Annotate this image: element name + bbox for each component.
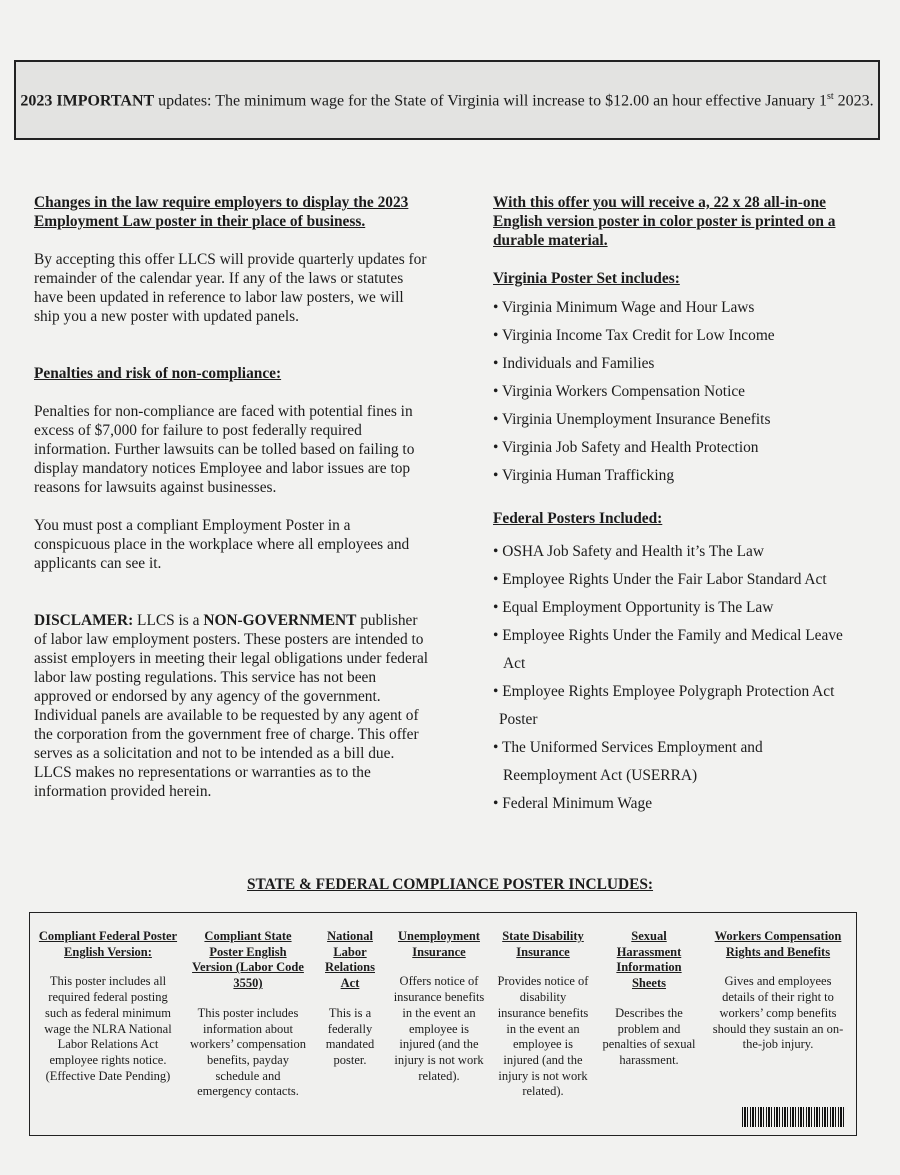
list-item: • Employee Rights Employee Polygraph Protection Act bbox=[493, 683, 835, 700]
banner-end: 2023. bbox=[833, 92, 874, 110]
right-column bbox=[493, 193, 878, 818]
list-item: Poster bbox=[499, 711, 538, 728]
virginia-set-heading: Virginia Poster Set includes: bbox=[493, 270, 680, 287]
banner-text: updates: The minimum wage for the State of Virginia will increase to $12.00 an hour effective January 1 bbox=[154, 92, 827, 110]
banner-sup: st bbox=[826, 91, 834, 102]
penalties-paragraph: Penalties for non-compliance are faced with potential fines in excess of $7,000 for failure to post federally required information. Further lawsuits can be tolled based on failing to display mandatory notices Employee and labor issues are top reasons for lawsuits against businesses. bbox=[34, 403, 415, 496]
box-column-unemployment bbox=[392, 929, 486, 1084]
box-column-body: Provides notice of disability insurance benefits in the event an employee is injured (and the injury is not work related). bbox=[497, 974, 589, 1099]
box-column-body: This is a federally mandated poster. bbox=[325, 1005, 375, 1067]
federal-list bbox=[493, 538, 878, 818]
list-item: • Virginia Minimum Wage and Hour Laws bbox=[493, 299, 755, 316]
list-item: Reemployment Act (USERRA) bbox=[503, 767, 698, 784]
box-column-title: Compliant State Poster English Version (Labor Code 3550) bbox=[192, 929, 304, 991]
quarterly-updates-b: If any of the laws or statutes have been updated in reference to labor law posters, we will ship you a new poster with updated panels. bbox=[34, 270, 404, 325]
disclaimer-label: DISCLAMER: bbox=[34, 612, 134, 629]
box-column-body: Gives and employees details of their right to workers’ comp benefits should they sustain an on-the-job injury. bbox=[712, 974, 844, 1052]
virginia-list bbox=[493, 294, 878, 490]
important-banner bbox=[14, 60, 880, 140]
box-column-title: Compliant Federal Poster English Version: bbox=[38, 929, 178, 959]
box-column-disability bbox=[496, 929, 590, 1100]
disclaimer-bold: NON-GOVERNMENT bbox=[203, 612, 357, 629]
left-heading-penalties: Penalties and risk of non-compliance: bbox=[34, 365, 282, 382]
box-column-workers-comp bbox=[708, 929, 848, 1053]
box-column-title: Unemployment Insurance bbox=[398, 929, 480, 959]
quarterly-updates-a: By accepting this offer LLCS will provide quarterly updates for remainder of the calendar year. bbox=[34, 251, 427, 287]
list-item: Act bbox=[503, 655, 526, 672]
box-column-state bbox=[188, 929, 308, 1100]
offer-heading: With this offer you will receive a, 22 x 28 all-in-one English version poster in color poster is printed on a durable material. bbox=[493, 194, 836, 249]
list-item: • Equal Employment Opportunity is The Law bbox=[493, 599, 774, 616]
box-column-nlra bbox=[318, 929, 382, 1069]
list-item: • Virginia Human Trafficking bbox=[493, 467, 675, 484]
box-column-body: Offers notice of insurance benefits in the event an employee is injured (and the injury is not work related). bbox=[393, 974, 485, 1083]
list-item: • Employee Rights Under the Fair Labor Standard Act bbox=[493, 571, 827, 588]
poster-includes-box bbox=[29, 912, 857, 1136]
box-column-title: Sexual Harassment Information Sheets bbox=[616, 929, 682, 991]
post-poster-paragraph: You must post a compliant Employment Poster in a conspicuous place in the workplace where all employees and applicants can see it. bbox=[34, 517, 410, 572]
box-column-title: National Labor Relations Act bbox=[325, 929, 375, 991]
box-column-federal bbox=[38, 929, 178, 1084]
box-column-harassment bbox=[600, 929, 698, 1069]
list-item: • Employee Rights Under the Family and Medical Leave bbox=[493, 627, 843, 644]
list-item: • Federal Minimum Wage bbox=[493, 795, 653, 812]
box-column-body: This poster includes all required federal posting such as federal minimum wage the NLRA National Labor Relations Act employee rights notice. (Effective Date Pending) bbox=[44, 974, 172, 1083]
federal-heading: Federal Posters Included: bbox=[493, 510, 663, 527]
left-heading-changes: Changes in the law require employers to display the 2023 Employment Law poster in their place of business. bbox=[34, 194, 409, 230]
list-item: • Virginia Job Safety and Health Protection bbox=[493, 439, 759, 456]
list-item: • OSHA Job Safety and Health it’s The Law bbox=[493, 543, 764, 560]
list-item: • Virginia Income Tax Credit for Low Income bbox=[493, 327, 775, 344]
list-item: • Virginia Unemployment Insurance Benefits bbox=[493, 411, 771, 428]
box-column-title: State Disability Insurance bbox=[502, 929, 584, 959]
disclaimer-a: LLCS is a bbox=[133, 612, 204, 629]
disclaimer-paragraph bbox=[34, 611, 429, 801]
quarterly-updates-paragraph bbox=[34, 250, 429, 326]
barcode-icon bbox=[742, 1107, 846, 1127]
box-column-title: Workers Compensation Rights and Benefits bbox=[714, 929, 842, 959]
disclaimer-b: publisher of labor law employment posters. These posters are intended to assist employers in meeting their legal obligations under federal labor law posting regulations. This service has not been approved or endorsed by any agency of the government. Individual panels are available to be requested by any agent of the corporation from the government free of charge. This offer serves as a solicitation and not to be intended as a bill due. LLCS makes no representations or warranties as to the information provided herein. bbox=[34, 612, 429, 800]
list-item: • Virginia Workers Compensation Notice bbox=[493, 383, 746, 400]
list-item: • The Uniformed Services Employment and bbox=[493, 739, 763, 756]
section-title: STATE & FEDERAL COMPLIANCE POSTER INCLUDES: bbox=[246, 876, 654, 893]
box-column-body: Describes the problem and penalties of sexual harassment. bbox=[602, 1005, 696, 1067]
box-column-body: This poster includes information about workers’ compensation benefits, payday schedule and emergency contacts. bbox=[189, 1005, 307, 1099]
list-item: • Individuals and Families bbox=[493, 355, 655, 372]
banner-bold: 2023 IMPORTANT bbox=[20, 92, 155, 110]
left-column bbox=[34, 193, 429, 801]
